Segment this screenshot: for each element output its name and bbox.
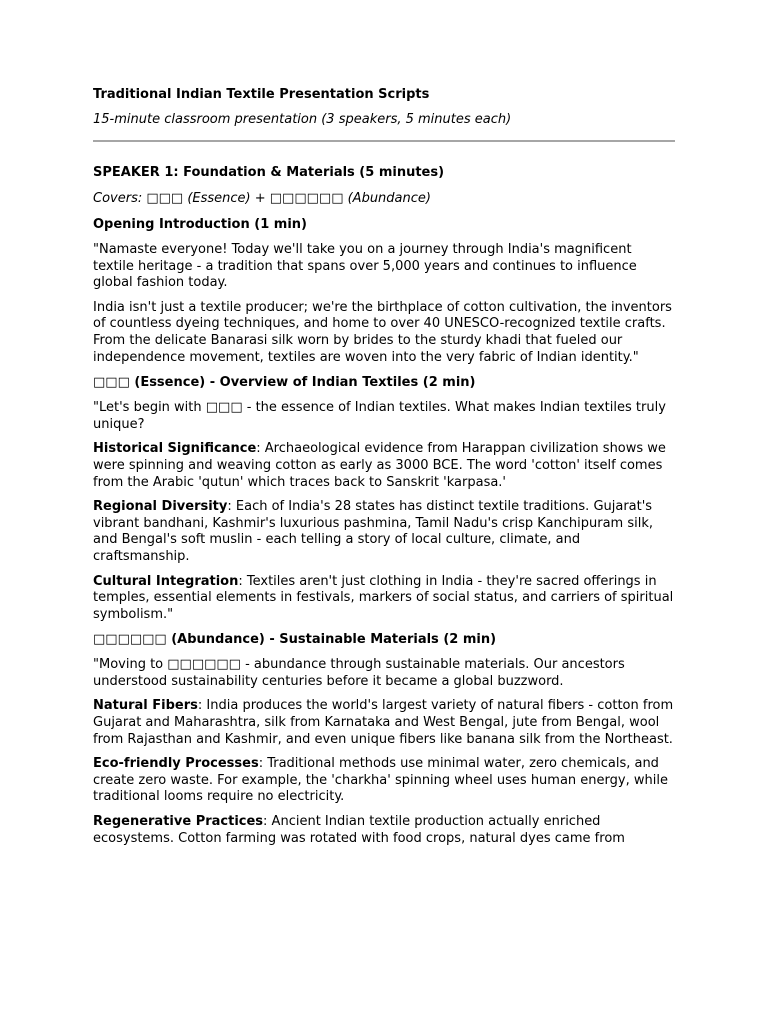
speaker1-covers: Covers: □□□ (Essence) + □□□□□□ (Abundance): [93, 191, 431, 206]
point-term: Eco-friendly Processes: [93, 756, 259, 772]
document-subtitle: 15-minute classroom presentation (3 speakers, 5 minutes each): [93, 112, 512, 127]
point-term: Historical Significance: [93, 441, 257, 457]
opening-paragraph-1: "Namaste everyone! Today we'll take you on a journey through India's magnificent textile heritage - a tradition that spans over 5,000 years and continues to influence global fashion today.: [93, 242, 637, 291]
document-title: Traditional Indian Textile Presentation Scripts: [93, 87, 430, 102]
opening-heading: Opening Introduction (1 min): [93, 217, 307, 232]
point-term: Regenerative Practices: [93, 814, 264, 830]
point-term: Natural Fibers: [93, 698, 198, 714]
point-text: : Each of India's 28 states has distinct textile traditions. Gujarat's vibrant bandhani, Kashmir's luxurious pashmina, Tamil Nadu's crisp Kanchipuram silk, and Bengal's soft muslin - each telling a story of local culture, climate, and craftsmanship.: [93, 499, 654, 564]
point-text: : Textiles aren't just clothing in India - they're sacred offerings in temples, essential elements in festivals, markers of social status, and carriers of spiritual symbolism.": [93, 573, 674, 622]
speaker1-heading: SPEAKER 1: Foundation & Materials (5 minutes): [93, 165, 445, 180]
point-text: : India produces the world's largest variety of natural fibers - cotton from Gujarat and Maharashtra, silk from Karnataka and West Bengal, jute from Bengal, wool from Rajasthan and Kashmir, and even unique fibers like banana silk from the Northeast.: [93, 698, 674, 747]
essence-point-historical: [93, 441, 675, 491]
point-text: : Ancient Indian textile production actually enriched ecosystems. Cotton farming was rotated with food crops, natural dyes came from: [93, 814, 625, 846]
essence-intro: "Let's begin with □□□ - the essence of Indian textiles. What makes Indian textiles truly unique?: [93, 400, 666, 432]
opening-paragraph-2: India isn't just a textile producer; we're the birthplace of cotton cultivation, the inventors of countless dyeing techniques, and home to over 40 UNESCO-recognized textile crafts. From the delicate Banarasi silk worn by brides to the sturdy khadi that fueled our independence movement, textiles are woven into the very fabric of Indian identity.": [93, 299, 672, 365]
essence-heading: □□□ (Essence) - Overview of Indian Textiles (2 min): [93, 375, 476, 391]
abundance-point-eco-processes: [93, 756, 675, 806]
document-body: [93, 86, 675, 847]
horizontal-divider: [93, 140, 675, 142]
point-text: : Traditional methods use minimal water, zero chemicals, and create zero waste. For example, the 'charkha' spinning wheel uses human energy, while traditional looms require no electricity.: [93, 756, 668, 805]
point-term: Regional Diversity: [93, 499, 228, 515]
abundance-point-regenerative: [93, 814, 675, 847]
abundance-intro: "Moving to □□□□□□ - abundance through sustainable materials. Our ancestors understood sustainability centuries before it became a global buzzword.: [93, 657, 625, 689]
essence-point-regional: [93, 499, 675, 565]
abundance-point-natural-fibers: [93, 698, 675, 748]
abundance-heading: □□□□□□ (Abundance) - Sustainable Materials (2 min): [93, 632, 497, 648]
essence-point-cultural: [93, 574, 675, 624]
point-text: : Archaeological evidence from Harappan civilization shows we were spinning and weaving cotton as early as 3000 BCE. The word 'cotton' itself comes from the Arabic 'qutun' which traces back to Sanskrit 'karpasa.': [93, 441, 666, 490]
point-term: Cultural Integration: [93, 573, 239, 589]
